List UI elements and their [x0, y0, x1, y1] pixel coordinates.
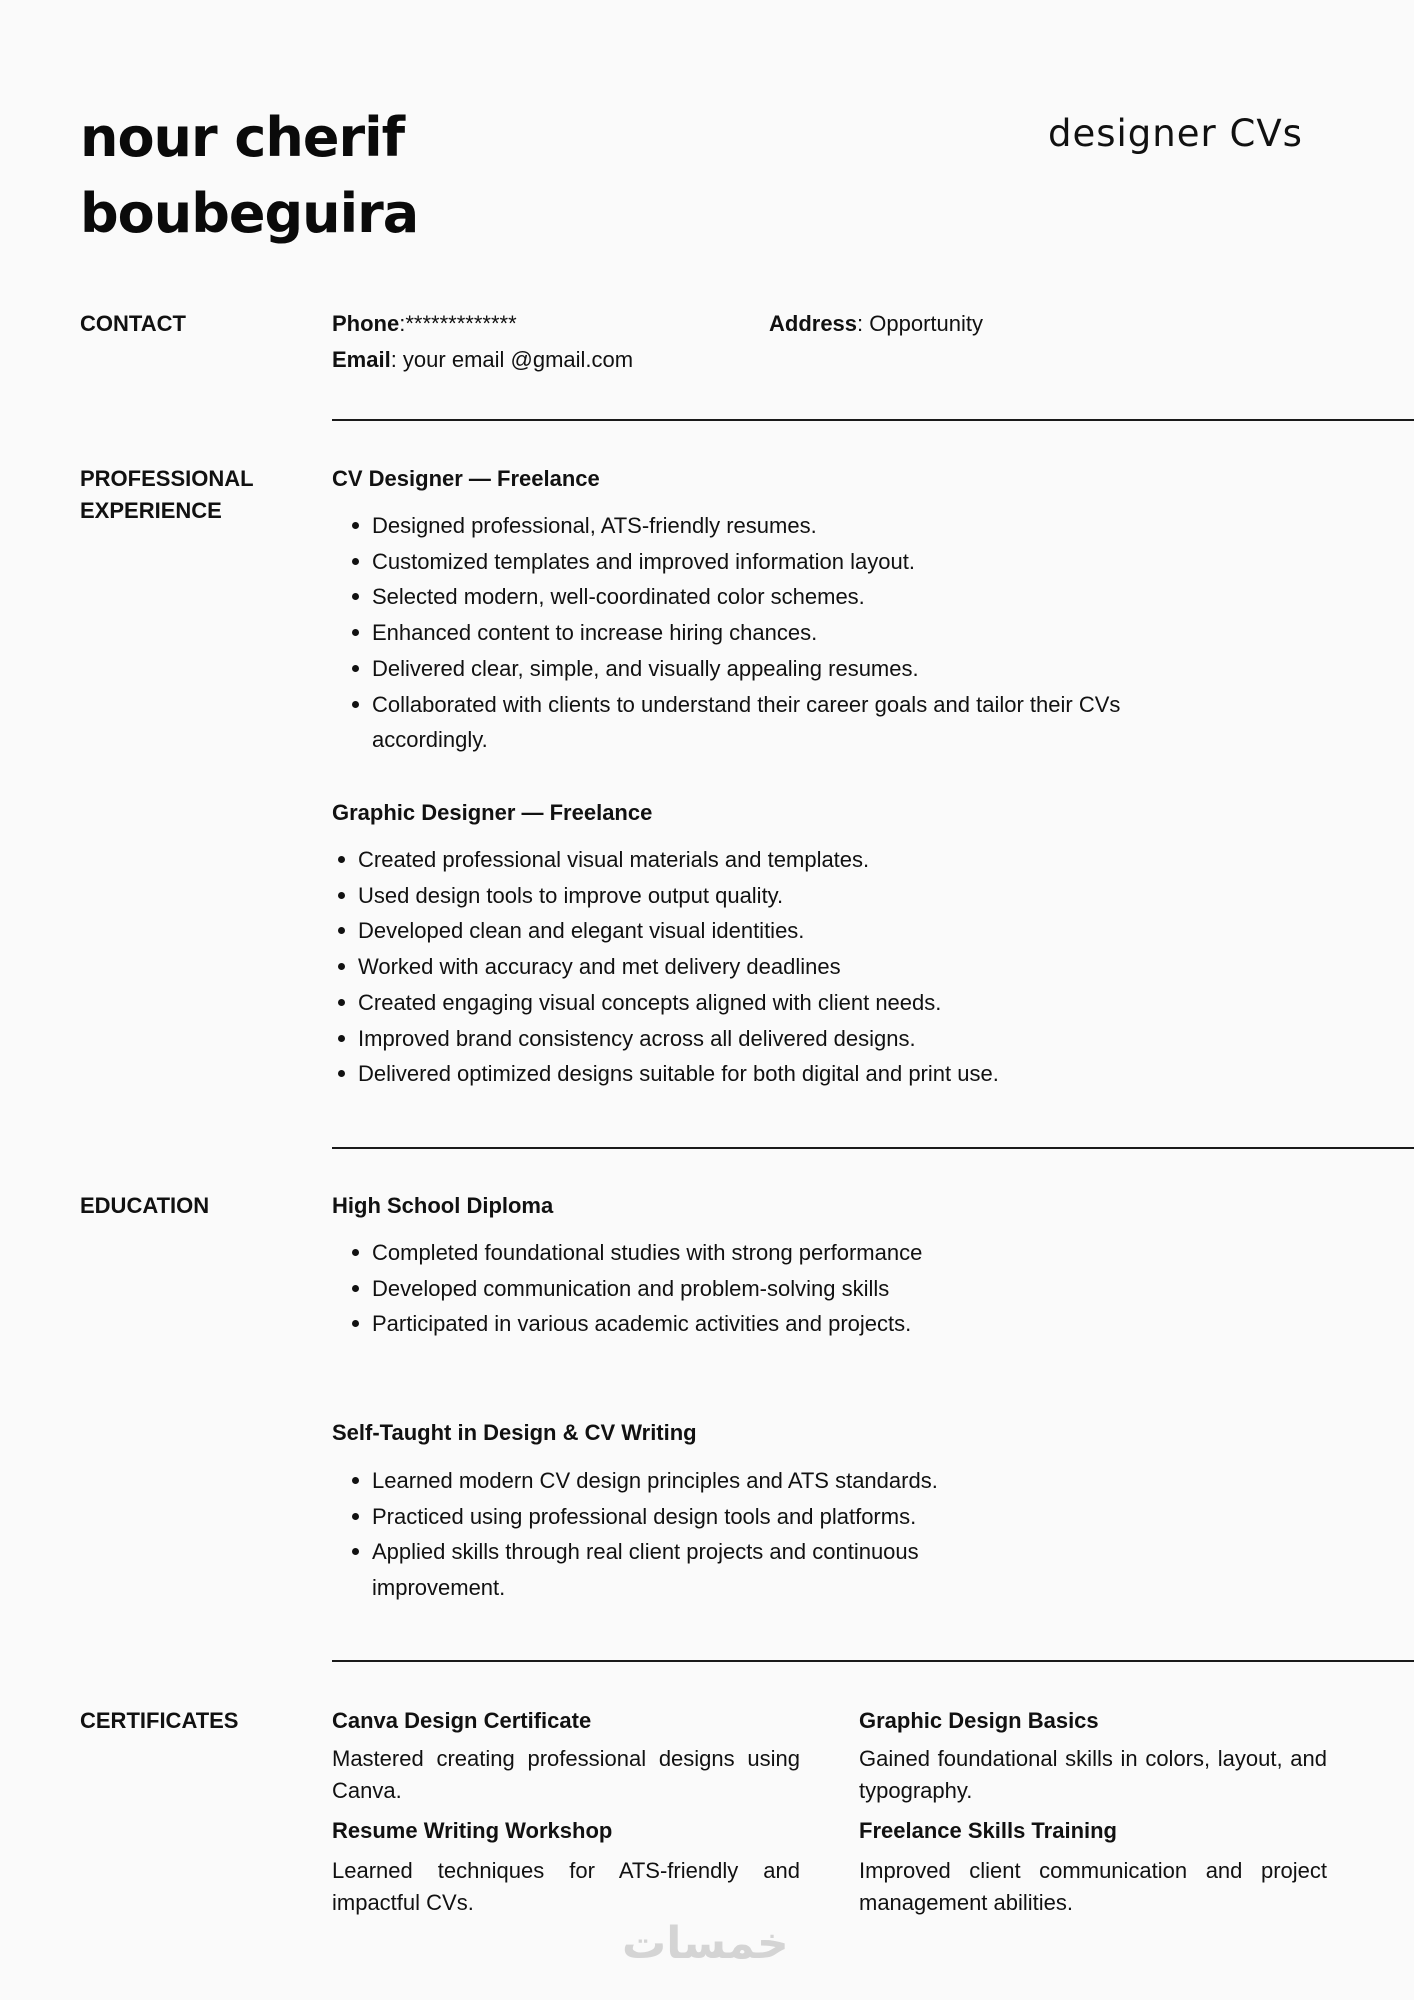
list-item: Completed foundational studies with strong performance: [372, 1235, 922, 1271]
email-field: [332, 342, 633, 378]
education-heading: EDUCATION: [80, 1193, 210, 1218]
list-item: Developed clean and elegant visual identities.: [358, 913, 999, 949]
candidate-name: [80, 100, 418, 252]
job-bullets: [372, 508, 1120, 758]
list-item: Applied skills through real client projects and continuous: [372, 1534, 938, 1570]
phone-value: :*************: [399, 311, 517, 336]
job-title: CV Designer — Freelance: [332, 466, 600, 491]
name-line-2: boubeguira: [80, 182, 419, 245]
phone-field: [332, 306, 517, 342]
certificate-title: Canva Design Certificate: [332, 1708, 592, 1733]
address-field: [769, 306, 983, 342]
certificate-title: Resume Writing Workshop: [332, 1818, 613, 1843]
list-item: Created engaging visual concepts aligned with client needs.: [358, 985, 999, 1021]
certificate-desc: Improved client communication and project management abilities.: [859, 1858, 1327, 1915]
email-label: Email: [332, 347, 391, 372]
experience-heading-line2: EXPERIENCE: [80, 498, 222, 523]
job-bullets: [358, 842, 999, 1092]
education-bullets: [372, 1235, 922, 1342]
list-item-continuation: accordingly.: [372, 727, 488, 753]
list-item: Customized templates and improved information layout.: [372, 544, 1120, 580]
list-item: Collaborated with clients to understand their career goals and tailor their CVs: [372, 687, 1120, 723]
address-value: : Opportunity: [857, 311, 983, 336]
divider: [332, 1147, 1414, 1149]
list-item: Designed professional, ATS-friendly resumes.: [372, 508, 1120, 544]
certificate-title: Freelance Skills Training: [859, 1818, 1117, 1843]
education-bullets: [372, 1463, 938, 1606]
experience-heading: [80, 463, 254, 527]
certificates-heading: CERTIFICATES: [80, 1708, 239, 1733]
education-title: Self-Taught in Design & CV Writing: [332, 1420, 697, 1445]
list-item: Developed communication and problem-solving skills: [372, 1271, 922, 1307]
certificate-item: [859, 1815, 1327, 1919]
divider: [332, 419, 1414, 421]
list-item: Worked with accuracy and met delivery deadlines: [358, 949, 999, 985]
experience-heading-line1: PROFESSIONAL: [80, 466, 254, 491]
certificate-desc: Learned techniques for ATS-friendly and impactful CVs.: [332, 1858, 800, 1915]
list-item: Delivered optimized designs suitable for both digital and print use.: [358, 1056, 999, 1092]
list-item: Used design tools to improve output quality.: [358, 878, 999, 914]
list-item: Created professional visual materials and templates.: [358, 842, 999, 878]
certificate-desc: Mastered creating professional designs using Canva.: [332, 1746, 800, 1803]
email-value: : your email @gmail.com: [390, 347, 634, 372]
watermark-logo: خمسات: [622, 1918, 789, 1969]
list-item: Selected modern, well-coordinated color schemes.: [372, 579, 1120, 615]
list-item: Participated in various academic activities and projects.: [372, 1306, 922, 1342]
list-item: Improved brand consistency across all delivered designs.: [358, 1021, 999, 1057]
certificate-item: [332, 1815, 800, 1919]
education-title: High School Diploma: [332, 1193, 554, 1218]
certificate-item: [859, 1705, 1327, 1807]
divider: [332, 1660, 1414, 1662]
certificate-desc: Gained foundational skills in colors, layout, and typography.: [859, 1746, 1327, 1803]
list-item: Delivered clear, simple, and visually appealing resumes.: [372, 651, 1120, 687]
job-title: Graphic Designer — Freelance: [332, 800, 653, 825]
list-item: Practiced using professional design tools and platforms.: [372, 1499, 938, 1535]
name-line-1: nour cherif: [80, 106, 405, 169]
tagline: designer CVs: [1048, 112, 1303, 155]
list-item-continuation: improvement.: [372, 1575, 506, 1601]
certificate-item: [332, 1705, 800, 1807]
phone-label: Phone: [332, 311, 400, 336]
list-item: Learned modern CV design principles and ATS standards.: [372, 1463, 938, 1499]
contact-heading: CONTACT: [80, 311, 186, 336]
list-item: Enhanced content to increase hiring chances.: [372, 615, 1120, 651]
certificate-title: Graphic Design Basics: [859, 1708, 1099, 1733]
address-label: Address: [769, 311, 858, 336]
